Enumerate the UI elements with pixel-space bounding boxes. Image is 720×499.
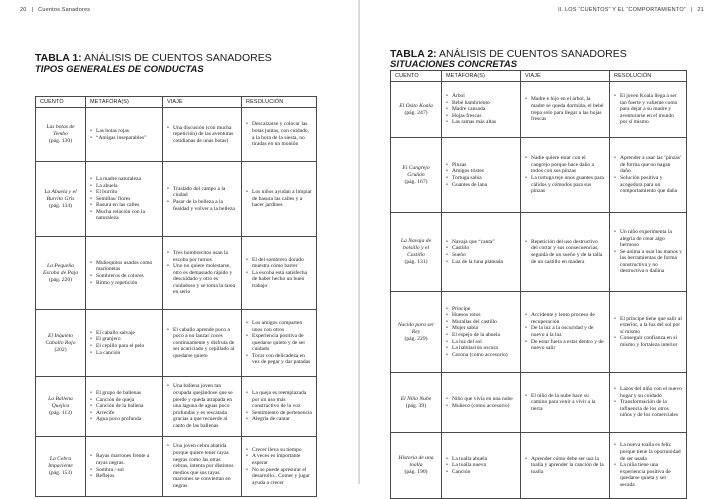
story-page: (pág. 167) (404, 178, 428, 185)
story-cell (36, 437, 86, 497)
metaphors-cell (86, 310, 163, 377)
list-item: • Traslado del campo a la ciudad (167, 186, 237, 199)
list-item: • Muñeco (como accesorio) (446, 403, 516, 410)
resolution-cell (242, 310, 317, 377)
right-section-title: II. LOS “CUENTOS” Y EL “COMPORTAMIENTO” (558, 7, 686, 13)
list-item: • Aprender a usar las ‘pinzas’ de forma que no hagan daño (614, 155, 682, 175)
table2-col-resolution: RESOLUCIÓN (610, 71, 687, 82)
table-row (36, 237, 317, 310)
metaphors-cell (442, 433, 521, 499)
list-item: • Guantes de lana (446, 182, 516, 189)
table-row (391, 373, 687, 433)
metaphors-cell (442, 138, 521, 213)
table-row (36, 377, 317, 437)
list-item: • Se anima a usar las manos y las herramientas de forma constructiva y no destructiva o dañina (614, 249, 682, 275)
story-page: (pág. 131) (404, 259, 428, 265)
list-item: • Corona (como accesorio) (446, 352, 516, 359)
list-item: • Sombreros de colores (90, 273, 158, 280)
table1-col-resolution: RESOLUCIÓN (242, 97, 317, 108)
table-row (36, 162, 317, 237)
story-cell (36, 108, 86, 162)
left-page-number: 20 (20, 7, 27, 13)
list-item: • No se puede apresurar el desarrollo.. Comer y jugar ayuda a crecer (246, 467, 312, 487)
list-item: • Madre e hijo en el árbol, la madre se queda dormida, el bebé trepa solo para llegar a las hojas frescas (525, 96, 605, 122)
story-cell (391, 82, 442, 138)
list-item: • Las botas rojas (90, 128, 158, 135)
table-row (36, 310, 317, 377)
table-row (36, 437, 317, 497)
list-item: • Canción de queja (90, 397, 158, 404)
table1-col-story: CUENTO (36, 97, 86, 108)
table-row (391, 138, 687, 213)
list-item: • El espejo de la abuela (446, 332, 516, 339)
list-item: • Luz de la luna plateada (446, 259, 516, 266)
story-page: (pág. 113) (49, 410, 72, 416)
list-item: • El joven Koala llega a ser tan fuerte y valiente como para dejar a su madre y aventurarse en el mundo por sí mismo (614, 93, 682, 126)
table1-title (35, 53, 272, 64)
resolution-cell (610, 213, 687, 292)
table2-col-metaphors: METÁFORA(S) (442, 71, 521, 82)
list-item: • Bebé hambriento (446, 100, 516, 107)
journey-cell (163, 237, 242, 310)
table2-subtitle: SITUACIONES CONCRETAS (390, 59, 518, 70)
list-item: • Descalzarse y colocar las botas juntas, con cuidado, a la hora de la siesta, no tiradas en un montón (246, 121, 312, 147)
story-cell (36, 377, 86, 437)
list-item: • De la luz a la oscuridad y de nuevo a la luz (525, 325, 605, 338)
list-item: • Los niños ayudan a limpiar de basura las calles y a hacer jardines (246, 189, 312, 209)
list-item: • Basura en las calles (90, 202, 158, 209)
list-item: • Semillas/ flores (90, 196, 158, 203)
list-item: • Los amigos comparten unos con otros (246, 320, 312, 333)
list-item: • Sueño (446, 252, 516, 259)
list-item: • El príncipe tiene que salir al exterior, a la luz del sol por sí mismo (614, 316, 682, 336)
journey-cell (163, 108, 242, 162)
list-item: • Mucha relación con la naturaleza (90, 209, 158, 222)
story-title: El Cangrejo Gruñón (402, 164, 430, 178)
journey-cell (521, 433, 610, 499)
list-item: • Niño que vivía en una nube (446, 396, 516, 403)
story-page: (pág. 220) (49, 276, 72, 283)
metaphors-cell (442, 82, 521, 138)
table2-name: ANÁLISIS DE CUENTOS SANADORES (439, 48, 627, 60)
list-item: • El grupo de ballenas (90, 390, 158, 397)
metaphors-cell (86, 162, 163, 237)
story-title: La Navaja de bolsillo y el Castillo (400, 238, 432, 258)
story-title: La Ballena Quejica (48, 396, 73, 409)
list-item: • Solución positiva y acogedora para un comportamiento que daña (614, 175, 682, 195)
list-item: • Arrecife (90, 410, 158, 417)
list-item: • Mujer sabia (446, 325, 516, 332)
list-item: • Canción de la ballena (90, 403, 158, 410)
list-item: • Reflejos (90, 473, 158, 480)
list-item: • Alegría de cantar (246, 416, 312, 423)
list-item: • La nueva toalla es feliz porque tiene la oportunidad de ser usada (614, 442, 682, 462)
list-item: • Tortuga sabia (446, 175, 516, 182)
right-page-number: 21 (697, 7, 704, 13)
journey-cell (521, 82, 610, 138)
list-item: • Sentimiento de pertenencia (246, 410, 312, 417)
story-page: (pág. 39) (405, 402, 427, 409)
table2-col-journey: VIAJE (521, 71, 610, 82)
list-item: • La escoba está satisfecha de haber hecho un buen trabajo (246, 270, 312, 290)
list-item: • El del sombrero dorado muestra cómo barrer (246, 257, 312, 270)
resolution-cell (242, 437, 317, 497)
list-item: • Muñequitos usados como marionetas (90, 260, 158, 273)
list-item: • La abuela (90, 183, 158, 190)
list-item: • La madre naturaleza (90, 176, 158, 183)
story-cell (391, 433, 442, 499)
list-item: • Tocar con delicadeza en vez de pegar y dar patadas (246, 353, 312, 366)
list-item: • Un niño experimenta la alegría de crear algo hermoso (614, 229, 682, 249)
list-item: • El burrito (90, 189, 158, 196)
list-item: • El cepillo para el pelo (90, 343, 158, 350)
story-title: El Osito Koala (399, 102, 433, 109)
list-item: • Conseguir confianza en sí mismo y fortaleza interior (614, 335, 682, 348)
table2 (390, 70, 687, 499)
resolution-cell (242, 377, 317, 437)
list-item: • Hojas frescas (446, 113, 516, 120)
journey-cell (521, 373, 610, 433)
story-title: El Niño Nube (400, 395, 432, 402)
table1 (35, 96, 317, 497)
left-running-header: 20 | Cuentos Sanadores (20, 7, 91, 13)
story-page: (pág. 134) (49, 202, 72, 209)
journey-cell (521, 213, 610, 292)
metaphors-cell (86, 377, 163, 437)
table2-header-row (391, 71, 687, 82)
list-item: • “Amigas inseparables” (90, 135, 158, 142)
metaphors-cell (86, 237, 163, 310)
metaphors-cell (442, 292, 521, 373)
list-item: • Una ballena joven tan ocupada quejándose que se pierde y queda atrapada en una laguna de aguas poco profundas y es rescatada gracias a que recuerde al canto de las ballenas (167, 383, 237, 429)
list-item: • El caballo aprende poco a poco a no lanzar coces continuamente y disfruta de ser acariciado y cepillado al quedarse quieto (167, 327, 237, 360)
list-item: • Agua poco profunda (90, 416, 158, 423)
list-item: • Pinzas (446, 162, 516, 169)
table1-name: ANÁLISIS DE CUENTOS SANADORES (84, 52, 272, 64)
list-item: • Rayas marrones frente a rayas negras. (90, 453, 158, 466)
story-title: La Cebra Impaciente (48, 456, 73, 469)
list-item: • Huesos rotos (446, 312, 516, 319)
list-item: • La queja es reemplazada por un uso más constructivo de la voz (246, 390, 312, 410)
journey-cell (521, 292, 610, 373)
list-item: • Castillo (446, 245, 516, 252)
list-item: • Experiencia positiva de quedarse quieto y de ser cuidado (246, 333, 312, 353)
table1-header-row (36, 97, 317, 108)
table1-subtitle: TIPOS GENERALES DE CONDUCTAS (35, 64, 204, 75)
left-page (0, 0, 360, 489)
story-page: (pág. 130) (49, 138, 72, 144)
list-item: • Madre cansada (446, 106, 516, 113)
metaphors-cell (442, 213, 521, 292)
resolution-cell (242, 108, 317, 162)
table2-col-story: CUENTO (391, 71, 442, 82)
story-title: La Abuela y el Burrito Gris (44, 188, 77, 202)
resolution-cell (242, 237, 317, 310)
resolution-cell (610, 433, 687, 499)
metaphors-cell (86, 108, 163, 162)
story-title: Nacido para ser Rey (397, 321, 435, 335)
list-item: • Ritmo y repetición (90, 280, 158, 287)
list-item: • La habitación oscura (446, 345, 516, 352)
story-cell (391, 292, 442, 373)
table1-col-journey: VIAJE (163, 97, 242, 108)
story-cell (36, 162, 86, 237)
list-item: • Transformación de la influencia de los otros niños y de los comerciales (614, 399, 682, 419)
list-item: • Las ramas más altas (446, 119, 516, 126)
list-item: • La canción (90, 350, 158, 357)
resolution-cell (610, 373, 687, 433)
list-item: • El caballo salvaje (90, 330, 158, 337)
table1-col-metaphors: METÁFORA(S) (86, 97, 163, 108)
table-row (36, 108, 317, 162)
list-item: • Lazos del niño con el nuevo hogar y su cuidado (614, 386, 682, 399)
list-item: • Navaja que “canta” (446, 239, 516, 246)
list-item: • Una joven cebra abatida porque quiere tener rayas negras como las otras cebras, intenta por distintos medios que sus rayas marrones se conviertan en negras (167, 443, 237, 489)
resolution-cell (610, 138, 687, 213)
list-item: • La tortuga teje unos guantes para cálidos y cómodos para sus pinzas (525, 175, 605, 195)
story-page: (202) (54, 346, 67, 353)
list-item: • Repetición del uso destructivo del cortar y sus consecuencias, seguida de un sueño y de la talla de un castillo en madera (525, 239, 605, 265)
list-item: • Murallas del castillo (446, 319, 516, 326)
list-item: • Crecer lleva su tiempo (246, 447, 312, 454)
resolution-cell (242, 162, 317, 237)
story-cell (391, 213, 442, 292)
story-cell (391, 138, 442, 213)
journey-cell (521, 138, 610, 213)
resolution-cell (610, 292, 687, 373)
table-row (391, 292, 687, 373)
journey-cell (163, 162, 242, 237)
story-page: (pág. 247) (404, 109, 428, 116)
story-page: (pág. 190) (404, 469, 428, 475)
journey-cell (163, 377, 242, 437)
list-item: • A veces es importante esperar (246, 453, 312, 466)
left-book-title: Cuentos Sanadores (38, 7, 91, 13)
list-item: • Tres hombrecitos usan la escoba por turnos (167, 250, 237, 263)
list-item: • Pasar de la belleza a la fealdad y volver a la belleza (167, 199, 237, 212)
journey-cell (163, 310, 242, 377)
metaphors-cell (442, 373, 521, 433)
list-item: • Aprender cómo debe ser usa la toalla y aprender la canción de la toalla (525, 456, 605, 476)
list-item: • La toalla abuela (446, 456, 516, 463)
story-page: (pág. 229) (404, 335, 428, 342)
list-item: • Nadie quiere estar con el cangrejo porque hace daño a todos con sus pinzas (525, 155, 605, 175)
resolution-cell (610, 82, 687, 138)
list-item: • Príncipe (446, 306, 516, 313)
story-page: (pág. 153) (49, 470, 72, 476)
list-item: • La luz del sol (446, 339, 516, 346)
list-item: • Árbol (446, 93, 516, 100)
list-item: • El niño de la nube hace su camino para venir a vivir a la tierra (525, 393, 605, 413)
table1-label: TABLA 1: (35, 52, 82, 64)
list-item: • La toalla nueva (446, 462, 516, 469)
list-item: • El granjero (90, 336, 158, 343)
story-cell (391, 373, 442, 433)
story-title: La Pequeña Escoba de Paja (42, 262, 79, 276)
list-item: • Canción (446, 469, 516, 476)
story-title: El Inquieto Caballo Rojo (45, 332, 76, 346)
list-item: • Uno no quiere molestarse, otro es demasiado rápido y descuidado y otro es cuidadoso y se toma la tarea en serio (167, 263, 237, 296)
table-row (391, 82, 687, 138)
list-item: • Sombra / sol (90, 467, 158, 474)
table-row (391, 213, 687, 292)
table2-label: TABLA 2: (390, 48, 437, 60)
journey-cell (163, 437, 242, 497)
list-item: • Una discusión (con mucha repetición) de las aventuras cotidianas de unas botas) (167, 125, 237, 145)
list-item: • Amigos tristes (446, 168, 516, 175)
right-running-header: II. LOS “CUENTOS” Y EL “COMPORTAMIENTO” | 21 (558, 7, 704, 13)
table-row (391, 433, 687, 499)
story-cell (36, 237, 86, 310)
story-cell (36, 310, 86, 377)
list-item: • Accidente y lento proceso de recuperación (525, 312, 605, 325)
story-title: Historia de una toalla (398, 455, 434, 468)
list-item: • La niña tiene una experiencia positiva de quedarse quieta y ser secada (614, 462, 682, 488)
metaphors-cell (86, 437, 163, 497)
list-item: • De estar fuera a estar dentro y de nuevo salir (525, 339, 605, 352)
story-title: Las botas de Tembo (46, 124, 75, 137)
